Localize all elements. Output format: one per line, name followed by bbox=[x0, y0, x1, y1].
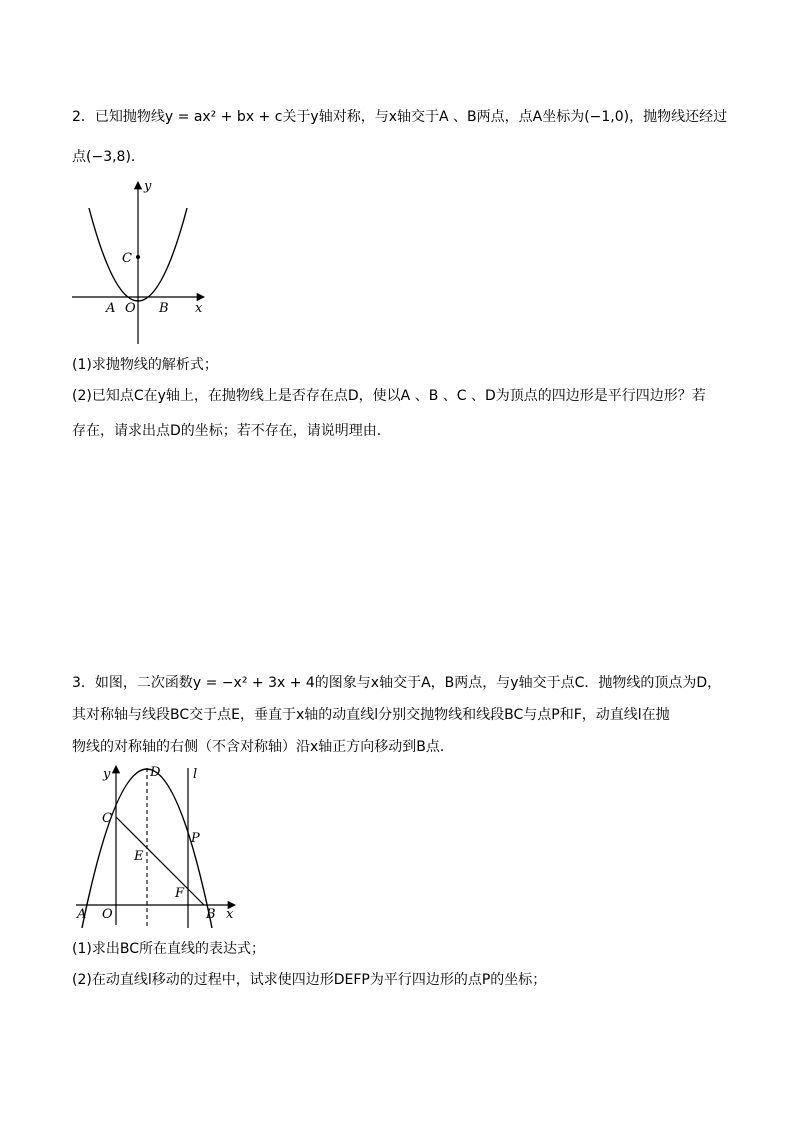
problem-3-question-2: (2)在动直线l移动的过程中，试求使四边形DEFP为平行四边形的点P的坐标； bbox=[72, 972, 547, 988]
problem-2-parabola-figure bbox=[70, 178, 210, 348]
problem-2-question-1: (1)求抛物线的解析式； bbox=[72, 357, 218, 373]
problem-3-stem-line-1: 3．如图，二次函数y = −x² + 3x + 4的图象与x轴交于A，B两点，与y轴交于点C．抛物线的顶点为D， bbox=[72, 675, 722, 691]
problem-2-question-2-line-2: 存在，请求出点D的坐标；若不存在，请说明理由． bbox=[72, 423, 391, 439]
problem-3-question-1: (1)求出BC所在直线的表达式； bbox=[72, 941, 265, 957]
problem-3-parabola-figure bbox=[72, 760, 247, 930]
label-o: O bbox=[102, 907, 113, 922]
problem-2-stem-line-2: 点(−3,8)． bbox=[72, 149, 145, 165]
label-a: A bbox=[106, 301, 116, 316]
label-x: x bbox=[226, 907, 234, 922]
problem-2-stem-line-1: 2．已知抛物线y = ax² + bx + c关于y轴对称，与x轴交于A 、B两点，点A坐标为(−1,0)，抛物线还经过 bbox=[72, 109, 728, 125]
label-o: O bbox=[125, 301, 136, 316]
label-p: P bbox=[191, 831, 200, 846]
label-b: B bbox=[159, 301, 169, 316]
label-f: F bbox=[175, 886, 185, 901]
label-c: C bbox=[122, 251, 132, 266]
point-c-dot bbox=[136, 255, 140, 259]
problem-2-question-2-line-1: (2)已知点C在y轴上，在抛物线上是否存在点D，使以A 、B 、C 、D为顶点的四边形是平行四边形？若 bbox=[72, 388, 706, 404]
problem-3-stem-line-3: 物线的对称轴的右侧（不含对称轴）沿x轴正方向移动到B点． bbox=[72, 739, 454, 755]
label-x: x bbox=[195, 301, 203, 316]
label-y: y bbox=[103, 767, 111, 782]
label-l: l bbox=[193, 767, 198, 782]
label-y: y bbox=[144, 179, 152, 194]
label-b: B bbox=[206, 907, 216, 922]
label-c: C bbox=[102, 811, 112, 826]
label-d: D bbox=[150, 765, 161, 780]
label-e: E bbox=[134, 849, 144, 864]
problem-3-stem-line-2: 其对称轴与线段BC交于点E，垂直于x轴的动直线l分别交抛物线和线段BC与点P和F，动直线l在抛 bbox=[72, 707, 670, 723]
label-a: A bbox=[77, 907, 87, 922]
